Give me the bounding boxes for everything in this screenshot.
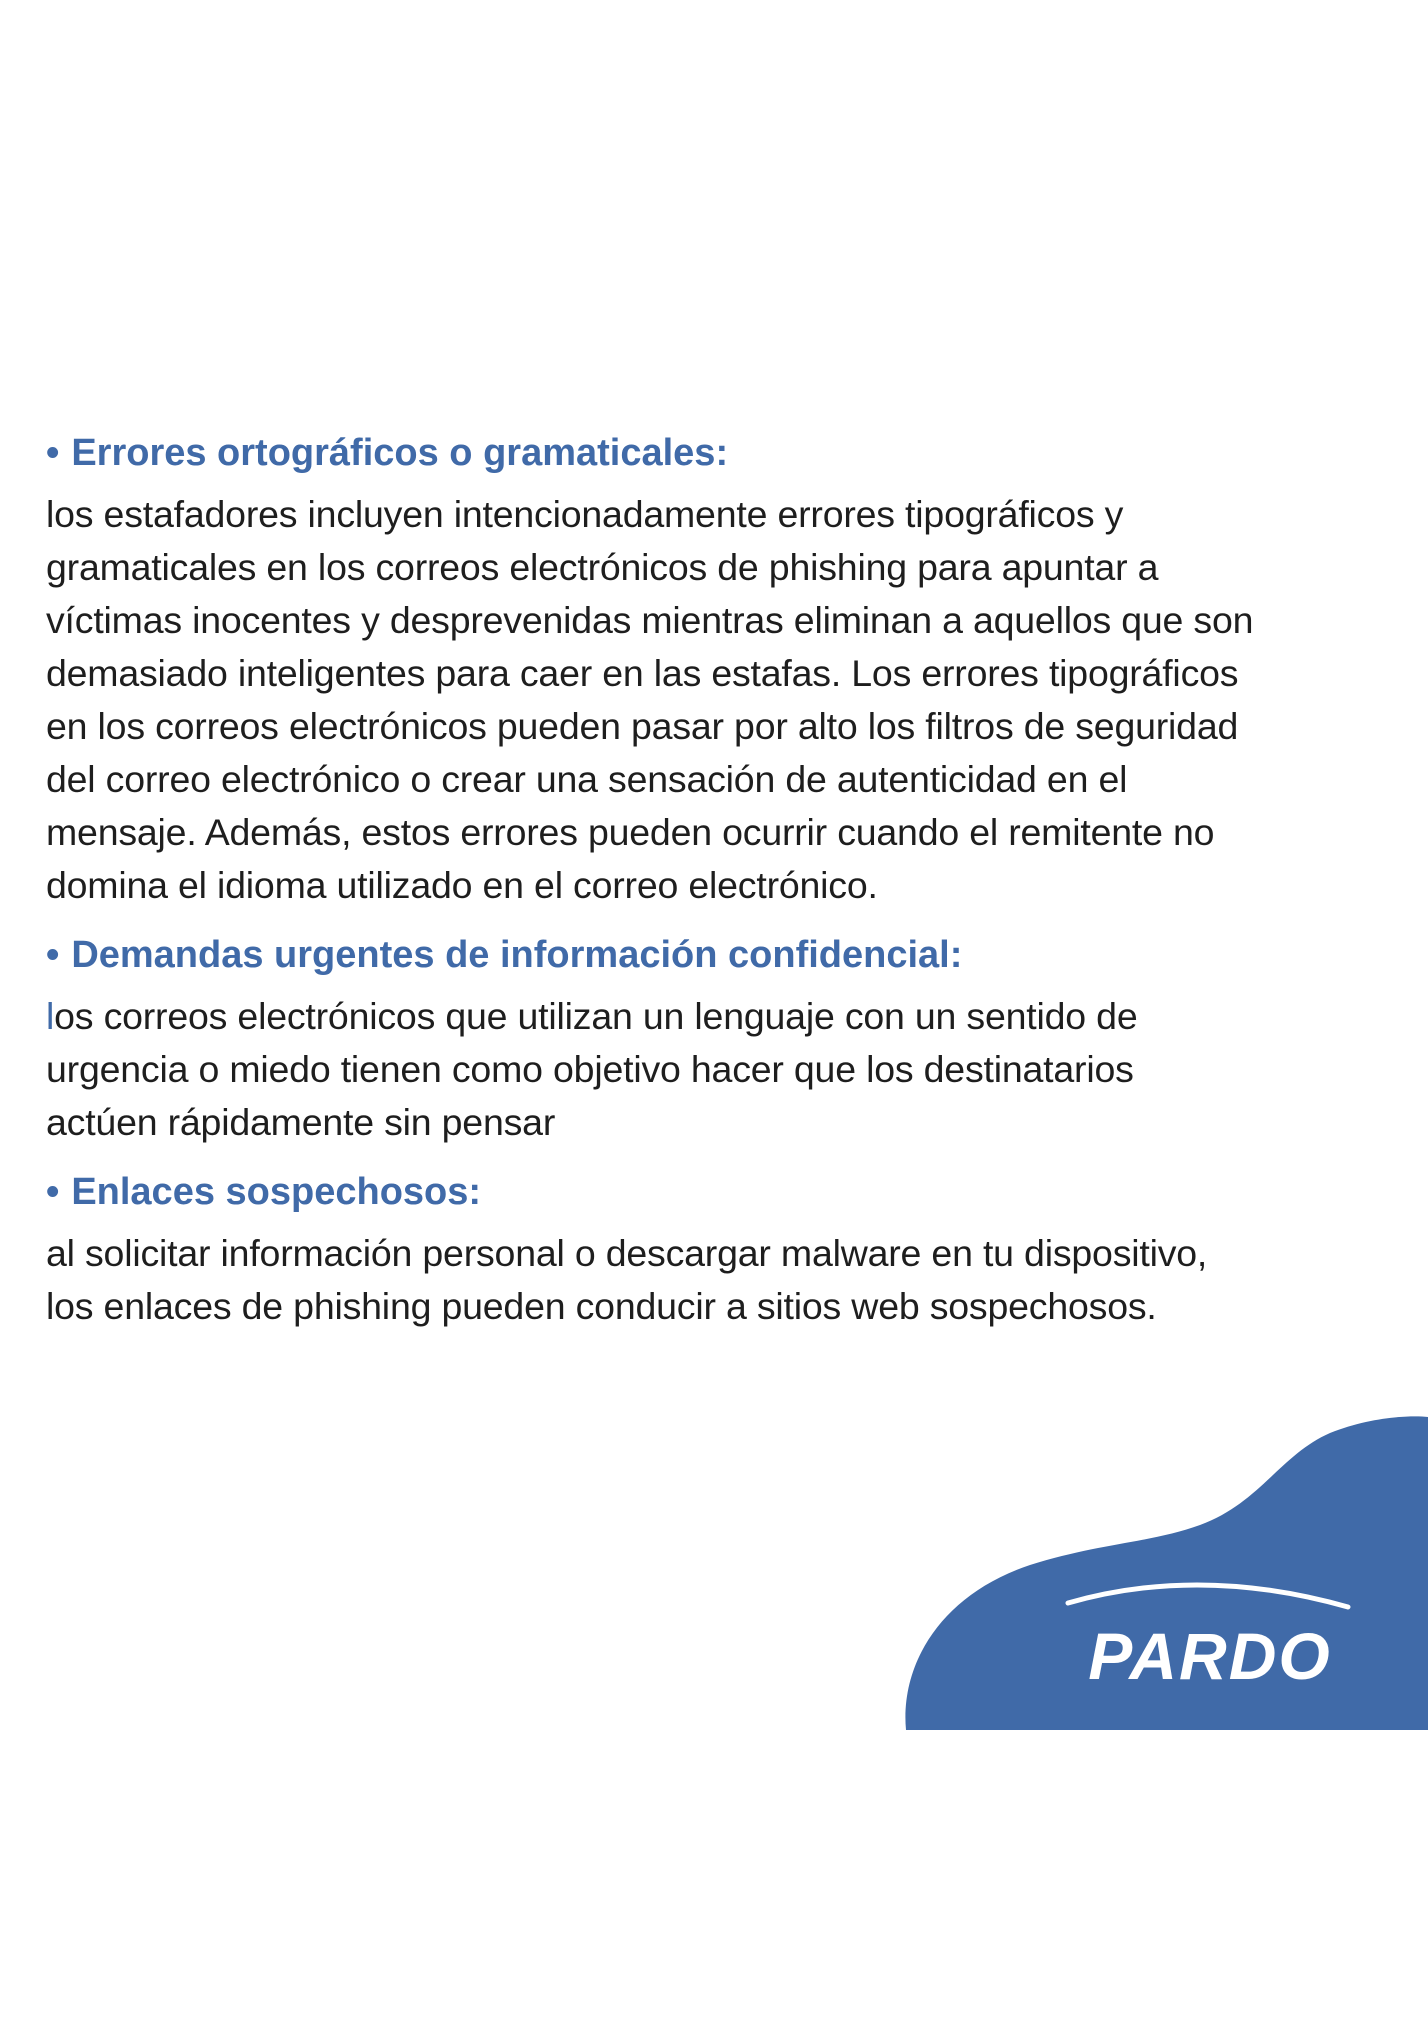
body-line: demasiado inteligentes para caer en las estafas. Los errores tipográficos <box>46 652 1239 694</box>
pardo-logo-block <box>900 1415 1428 1730</box>
section-heading <box>46 930 1386 980</box>
body-line: domina el idioma utilizado en el correo electrónico. <box>46 864 878 906</box>
body-line: gramaticales en los correos electrónicos de phishing para apuntar a <box>46 546 1159 588</box>
section-suspicious-links <box>46 1167 1386 1333</box>
section-heading <box>46 428 1386 478</box>
pardo-logo-graphic <box>900 1415 1428 1730</box>
section-heading-text: Errores ortográficos o gramaticales: <box>71 432 729 474</box>
section-heading <box>46 1167 1386 1217</box>
body-line: urgencia o miedo tienen como objetivo hacer que los destinatarios <box>46 1048 1134 1090</box>
section-urgent-demands <box>46 930 1386 1149</box>
section-body <box>46 990 1386 1149</box>
body-line: en los correos electrónicos pueden pasar por alto los filtros de seguridad <box>46 705 1239 747</box>
section-heading-text: Enlaces sospechosos: <box>71 1171 482 1213</box>
bullet: • <box>46 934 60 976</box>
body-line: víctimas inocentes y desprevenidas mientras eliminan a aquellos que son <box>46 599 1254 641</box>
body-line: mensaje. Además, estos errores pueden ocurrir cuando el remitente no <box>46 811 1215 853</box>
section-spelling-errors <box>46 428 1386 912</box>
body-line: al solicitar información personal o descargar malware en tu dispositivo, <box>46 1232 1208 1274</box>
document-content <box>46 428 1386 1333</box>
body-line <box>46 990 1386 1043</box>
body-line: los enlaces de phishing pueden conducir a sitios web sospechosos. <box>46 1285 1157 1327</box>
first-line-rest: os correos electrónicos que utilizan un lenguaje con un sentido de <box>54 995 1138 1037</box>
section-body <box>46 488 1386 912</box>
first-letter: l <box>46 995 55 1037</box>
bullet: • <box>46 432 60 474</box>
body-line: los estafadores incluyen intencionadamente errores tipográficos y <box>46 493 1124 535</box>
logo-text: PARDO <box>1088 1619 1332 1693</box>
bullet: • <box>46 1171 60 1213</box>
body-line: del correo electrónico o crear una sensación de autenticidad en el <box>46 758 1128 800</box>
section-heading-text: Demandas urgentes de información confidencial: <box>71 934 963 976</box>
body-line: actúen rápidamente sin pensar <box>46 1101 556 1143</box>
section-body <box>46 1227 1386 1333</box>
